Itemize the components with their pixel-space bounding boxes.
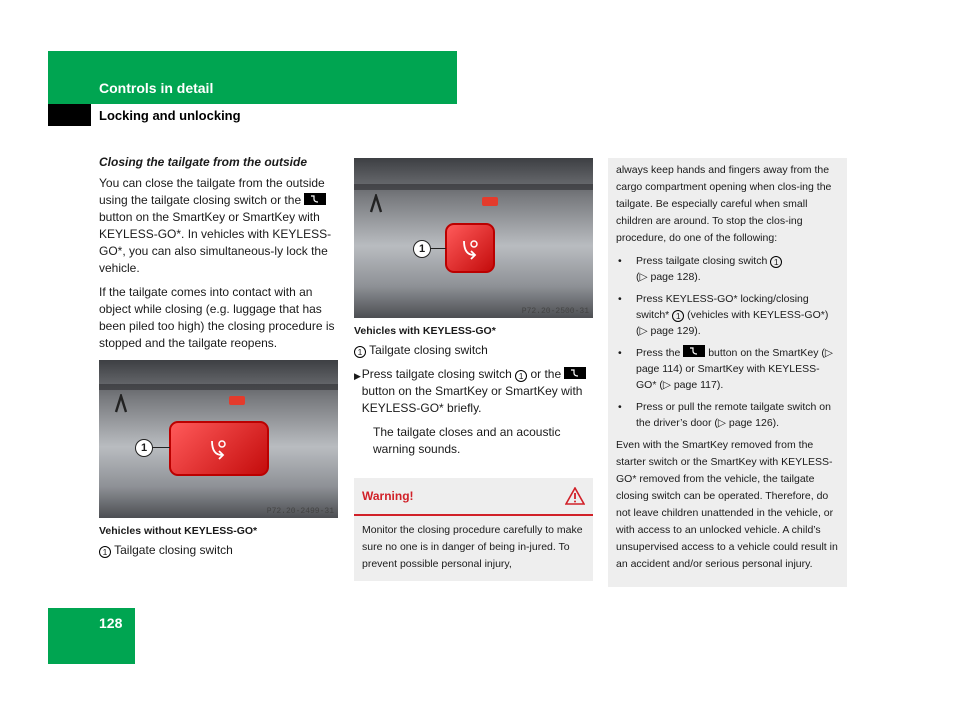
tailgate-key-icon (683, 345, 705, 357)
step-number: 1 (515, 370, 527, 382)
tailgate-closing-switch (169, 421, 269, 476)
obstruction-paragraph: If the tailgate comes into contact with an object while closing (e.g. luggage that has been piled too high) the closing procedure is stopped and the tailgate reopens. (99, 285, 335, 350)
step-arrow-icon: ▶ (354, 371, 361, 381)
list-item (616, 345, 839, 393)
indicator-light (229, 396, 245, 405)
figure-legend (99, 542, 339, 559)
warning-continued-panel (608, 158, 847, 587)
warning-triangle-icon (565, 487, 585, 505)
list-item-text (636, 253, 782, 285)
bullet-icon: • (618, 293, 622, 305)
stop-procedure-list (616, 253, 839, 431)
list-item-text (636, 291, 839, 339)
bullet-icon: • (618, 347, 622, 359)
list-text-b: (vehicles with KEYLESS-GO*) (▷ page 129). (636, 309, 829, 337)
photo-trim (354, 184, 593, 190)
step-text-b: or the (530, 367, 562, 381)
step-result: The tailgate closes and an acoustic warning sounds. (373, 425, 561, 456)
warning-title: Warning! (362, 489, 414, 503)
close-arrow-icon (459, 237, 481, 261)
callout-1: 1 (135, 439, 153, 457)
tailgate-handle-icon (368, 194, 384, 214)
section-marker (48, 104, 91, 126)
step-text-c: button on the SmartKey or SmartKey with KEYLESS-GO* briefly. (361, 384, 583, 415)
figure-code: P72.20-2500-31 (521, 307, 589, 316)
warning-closing-text: Even with the SmartKey removed from the starter switch or the SmartKey with KEYLESS-GO* removed from the vehicle, the tailgate closing switch can be operated. Therefore, do not leave children unattended in the vehicle, or with access to an unlocked vehicle. A child’s unsupervised access to a vehicle could result in an accident and/or serious personal injury. (616, 439, 838, 570)
legend-number: 1 (99, 546, 111, 558)
photo-without-keyless-go (99, 360, 338, 518)
tailgate-key-icon (564, 367, 586, 379)
step-text-a: Press tailgate closing switch (361, 367, 512, 381)
list-item (616, 399, 839, 431)
warning-continued-text: always keep hands and fingers away from the cargo compartment opening when clos-ing the tailgate. Be especially careful when small children are around. To stop the clos-ing procedure, do one of the following: (616, 164, 832, 244)
legend-text: Tailgate closing switch (114, 543, 233, 557)
figure-caption: Vehicles with KEYLESS-GO* (354, 325, 496, 337)
tailgate-handle-icon (113, 394, 129, 414)
list-number: 1 (672, 310, 684, 322)
page-number: 128 (99, 615, 123, 631)
intro-text-a: You can close the tailgate from the outside using the tailgate closing switch or the (99, 176, 325, 207)
bullet-icon: • (618, 255, 622, 267)
warning-header (354, 478, 593, 516)
photo-with-keyless-go (354, 158, 593, 318)
list-item-text (636, 345, 839, 393)
list-text-a: Press the (636, 347, 681, 359)
column-middle (354, 158, 593, 581)
subheading: Closing the tailgate from the outside (99, 155, 308, 169)
list-text-a: Press KEYLESS-GO* locking/closing switch* (636, 293, 809, 321)
list-item-text: Press or pull the remote tailgate switch on the driver’s door (▷ page 126). (636, 401, 831, 429)
figure-legend (354, 342, 593, 359)
list-text-b: (▷ page 128). (636, 271, 701, 283)
header-bar (48, 51, 457, 104)
list-item (616, 291, 839, 339)
figure-code: P72.20-2499-31 (266, 507, 334, 516)
figure-caption: Vehicles without KEYLESS-GO* (99, 525, 258, 537)
list-item (616, 253, 839, 285)
column-left (99, 155, 339, 559)
warning-text: Monitor the closing procedure carefully to make sure no one is in danger of being in-jured. To prevent possible personal injury, (362, 524, 583, 570)
section-subtitle: Locking and unlocking (99, 108, 241, 123)
list-text-a: Press tailgate closing switch (636, 255, 768, 267)
warning-box (354, 478, 593, 581)
keyless-go-closing-switch (445, 223, 495, 273)
instruction-step (354, 366, 593, 417)
callout-1: 1 (413, 240, 431, 258)
bullet-icon: • (618, 401, 622, 413)
intro-text-b: button on the SmartKey or SmartKey with KEYLESS-GO*. In vehicles with KEYLESS-GO*, you can also simultaneous-ly lock the vehicle. (99, 210, 332, 275)
indicator-light (482, 197, 498, 206)
intro-paragraph (99, 175, 339, 277)
close-arrow-icon (207, 437, 229, 461)
tailgate-key-icon (304, 193, 326, 205)
legend-number: 1 (354, 346, 366, 358)
photo-trim (99, 384, 338, 390)
list-number: 1 (770, 256, 782, 268)
legend-text: Tailgate closing switch (369, 343, 488, 357)
section-title: Controls in detail (99, 80, 214, 96)
step-text (362, 366, 593, 417)
list-text-b: button on the SmartKey (▷ page 114) or SmartKey with KEYLESS-GO* (▷ page 117). (636, 347, 834, 391)
